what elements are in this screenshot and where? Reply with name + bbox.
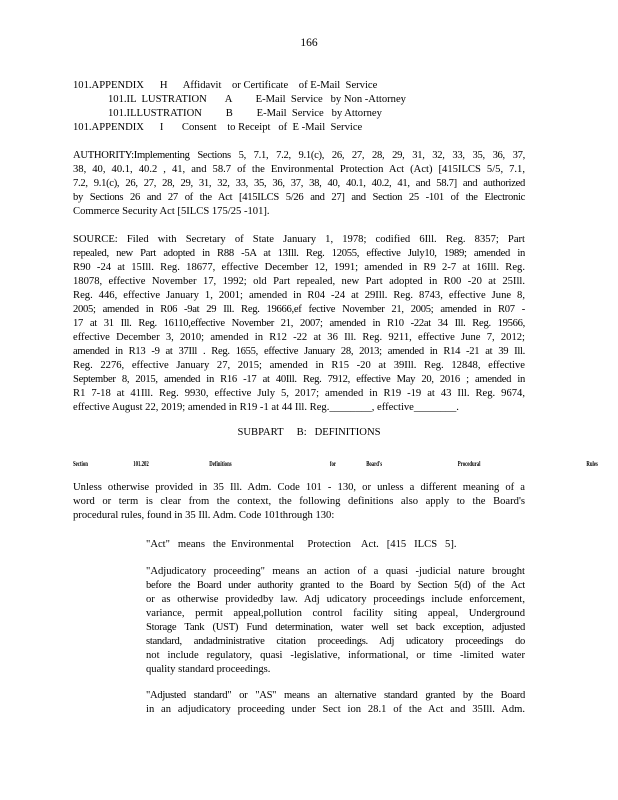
definition-act: "Act" means the Environmental Protection Act. [415 ILCS 5]. [146,539,457,550]
definition-adjusted-standard [146,689,525,717]
definition-line: quality standard proceedings. [146,664,271,675]
authority-line: Commerce Security Act [5ILCS 175/25 -101]. [73,206,270,217]
definition-line: standard, andadministrative citation proceedings. Adj udicatory proceedings do [146,636,525,647]
appendix-line: 101.ILLUSTRATION B E-Mail Service by Attorney [108,108,382,119]
definition-adjudicatory-proceeding [146,565,525,677]
source-line: Reg. 2276, effective January 27, 2015; amended in R15 -20 at 39Ill. Reg. 12848, effective [73,360,525,371]
definition-line: in an adjudicatory proceeding under Sect ion 28.1 of the Act and 35Ill. Adm. [146,704,525,715]
subpart-heading: SUBPART B: DEFINITIONS [237,427,381,438]
source-line: amended in R13 -9 at 37Ill . Reg. 1655, effective January 28, 2013; amended in R14 -21 at 39 Ill. [73,346,525,357]
authority-line: by Sections 26 and 27 of the Act [415ILCS 5/26 and 27] and Section 25 -101 of the Electronic [73,192,525,203]
appendix-line: 101.APPENDIX H Affidavit or Certificate of E-Mail Service [73,80,378,91]
source-paragraph [73,233,525,415]
intro-line: procedural rules, found in 35 Ill. Adm. Code 101through 130: [73,510,335,521]
source-line: 17 at 31 Ill. Reg. 16110,effective November 21, 2007; amended in R10 -22at 34 Ill. Reg. 19566, [73,318,525,329]
definition-line: or as otherwise providedby law. Adj udicatory proceedings include enforcement, [146,594,525,605]
source-line: R90 -24 at 15Ill. Reg. 18677, effective December 12, 1991; amended in R9 2-7 at 16Ill. Reg. [73,262,525,273]
authority-line: AUTHORITY:Implementing Sections 5, 7.1, 7.2, 9.1(c), 26, 27, 28, 29, 31, 32, 33, 35, 36, 37, [73,150,525,161]
appendix-line: 101.APPENDIX I Consent to Receipt of E -Mail Service [73,122,363,133]
appendix-line: 101.IL LUSTRATION A E-Mail Service by Non -Attorney [108,94,406,105]
definition-line: not include regulatory, quasi -legislative, informational, or time -limited water [146,650,525,661]
source-line: effective December 3, 2010; amended in R12 -22 at 36 Ill. Reg. 9211, effective June 7, 2012; [73,332,525,343]
source-line: SOURCE: Filed with Secretary of State January 1, 1978; codified 6Ill. Reg. 8357; Part [73,234,525,245]
definition-line: "Adjusted standard" or "AS" means an alternative standard granted by the Board [146,690,525,701]
page-number: 166 [300,37,318,49]
definition-line: "Adjudicatory proceeding" means an action of a quasi -judicial nature brought [146,566,525,577]
source-line: Reg. 446, effective January 1, 2001; amended in R04 -24 at 29Ill. Reg. 8743, effective June 8, [73,290,525,301]
source-line: R1 7-18 at 41Ill. Reg. 9930, effective July 5, 2017; amended in R19 -19 at 43 Ill. Reg. 9674, [73,388,525,399]
definition-line: Storage Tank (UST) Fund determination, water well set back exception, adjusted [146,622,525,633]
intro-line: word or term is clear from the context, the following definitions also apply to the Board's [73,496,525,507]
definition-line: before the Board under authority granted to the Board by Section 5(d) of the Act [146,580,525,591]
intro-line: Unless otherwise provided in 35 Ill. Adm. Code 101 - 130, or unless a different meaning of a [73,482,525,493]
source-line: September 8, 2015, amended in R16 -17 at 40Ill. Reg. 7912, effective May 20, 2016 ; amended in [73,374,525,385]
source-line: repealed, new Part adopted in R88 -5A at 13Ill. Reg. 12055, effective July10, 1989; amended in [73,248,525,259]
definition-line: variance, permit appeal,pollution control facility siting appeal, Underground [146,608,525,619]
authority-paragraph [73,149,525,219]
source-line: 2005; amended in R06 -9at 29 Ill. Reg. 19666,ef fective November 21, 2005; amended in R07 - [73,304,525,315]
authority-line: 38, 40, 40.1, 40.2 , 41, and 58.7 of the Environmental Protection Act (Act) [415ILCS 5/5, 7.1, [73,164,525,175]
section-heading: Section 101.202 Definitions for Board's Procedural Rules [73,459,598,468]
source-line: effective August 22, 2019; amended in R19 -1 at 44 Ill. Reg.________, effective________. [73,402,459,413]
authority-line: 7.2, 9.1(c), 26, 27, 28, 29, 31, 32, 33, 35, 36, 37, 38, 40, 40.1, 40.2, 41, and 58.7] and authorized [73,178,525,189]
source-line: 18078, effective November 17, 1992; old Part repealed, new Part adopted in R00 -20 at 25Ill. [73,276,525,287]
definitions-intro [73,481,525,523]
